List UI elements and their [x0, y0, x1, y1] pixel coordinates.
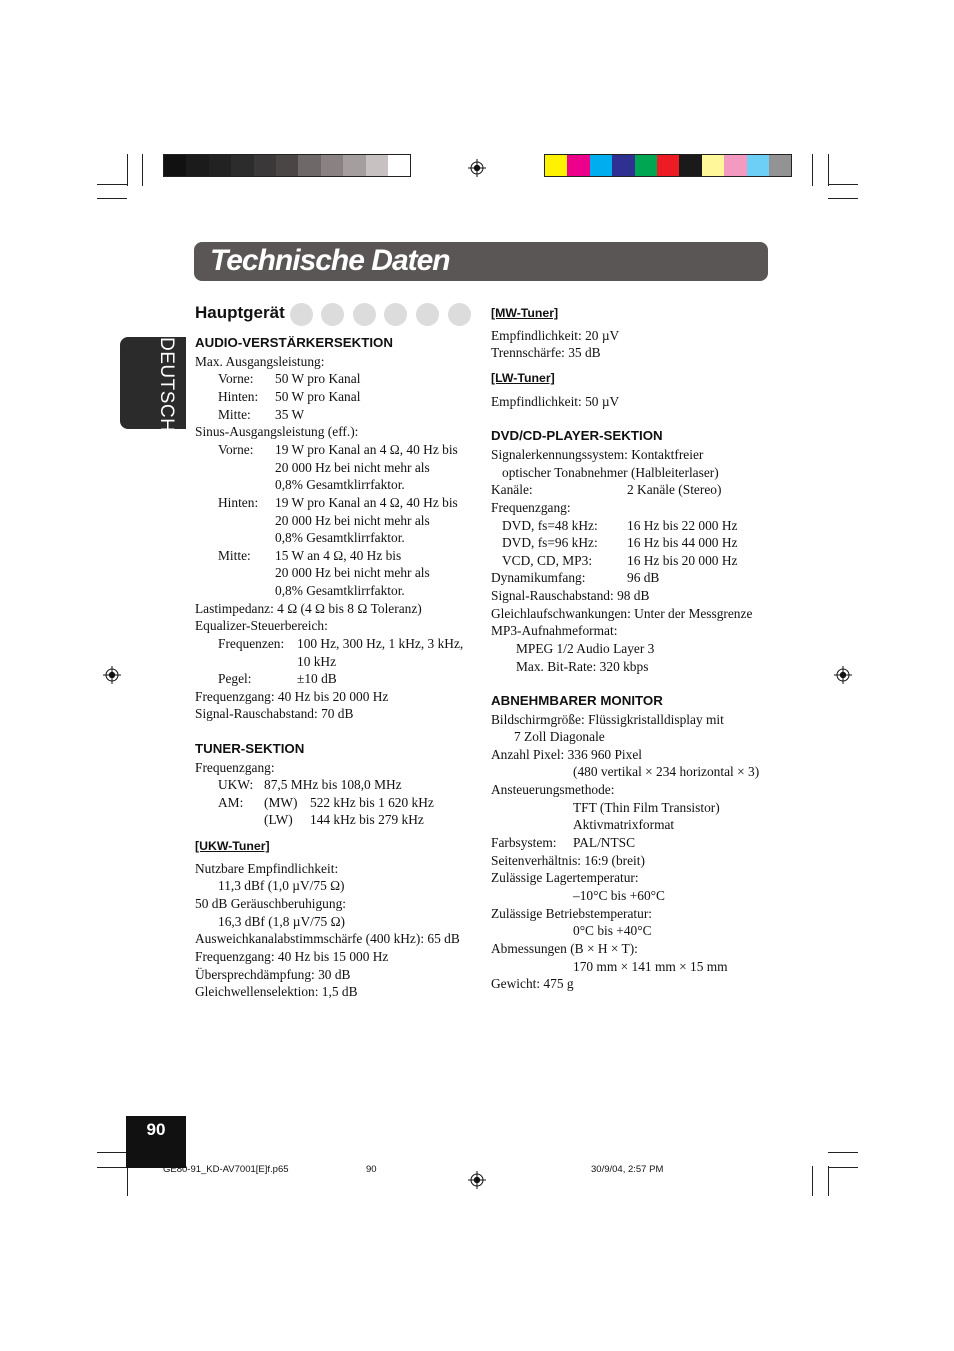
ukw-tuner-heading: [UKW-Tuner]: [195, 839, 270, 853]
registration-mark-icon: [468, 1171, 486, 1189]
spec-value: –10°C bis +60°C: [573, 888, 665, 903]
color-swatch: [388, 155, 410, 176]
spec-value: 0,8% Gesamtklirrfaktor.: [275, 530, 405, 545]
color-swatch: [209, 155, 231, 176]
spec-line: MP3-Aufnahmeformat:: [491, 623, 618, 638]
crop-mark: [97, 184, 127, 185]
spec-line: Zulässige Betriebstemperatur:: [491, 906, 653, 921]
decor-dot: [353, 303, 376, 326]
spec-value: 50 W pro Kanal: [275, 371, 361, 386]
footer-filename: GE80-91_KD-AV7001[E]f.p65: [163, 1164, 289, 1175]
spec-value: 100 Hz, 300 Hz, 1 kHz, 3 kHz,: [297, 636, 464, 651]
spec-line: 50 dB Geräuschberuhigung:: [195, 896, 346, 911]
footer-page: 90: [366, 1164, 377, 1175]
spec-label: AM:: [218, 795, 244, 810]
spec-value: 20 000 Hz bei nicht mehr als: [275, 460, 430, 475]
color-swatch: [679, 155, 701, 176]
color-swatch: [702, 155, 724, 176]
lw-tuner-heading: [LW-Tuner]: [491, 371, 555, 385]
spec-value: Max. Bit-Rate: 320 kbps: [516, 659, 649, 674]
spec-value: 50 W pro Kanal: [275, 389, 361, 404]
spec-line: Frequenzgang: 40 Hz bis 15 000 Hz: [195, 949, 389, 964]
spec-line: Signalerkennungssystem: Kontaktfreier: [491, 447, 704, 462]
spec-value: 0,8% Gesamtklirrfaktor.: [275, 583, 405, 598]
spec-line: Frequenzgang:: [195, 760, 275, 775]
spec-value: ±10 dB: [297, 671, 337, 686]
spec-line: Übersprechdämpfung: 30 dB: [195, 967, 351, 982]
spec-value: 522 kHz bis 1 620 kHz: [310, 795, 434, 810]
spec-label: UKW:: [218, 777, 254, 792]
spec-label: Hinten:: [218, 389, 259, 404]
crop-mark: [97, 198, 127, 199]
spec-value: 0°C bis +40°C: [573, 923, 652, 938]
spec-value: MPEG 1/2 Audio Layer 3: [516, 641, 655, 656]
crop-mark: [828, 1166, 829, 1196]
crop-mark: [127, 154, 128, 186]
crop-mark: [97, 1167, 127, 1168]
spec-value: (480 vertikal × 234 horizontal × 3): [573, 764, 760, 779]
spec-label: Vorne:: [218, 371, 254, 386]
language-tab: [120, 337, 186, 433]
spec-line: Trennschärfe: 35 dB: [491, 345, 601, 360]
color-swatch: [657, 155, 679, 176]
spec-value: Aktivmatrixformat: [573, 817, 675, 832]
decor-dot: [416, 303, 439, 326]
spec-line: Frequenzgang: 40 Hz bis 20 000 Hz: [195, 689, 389, 704]
spec-label: VCD, CD, MP3:: [502, 553, 593, 568]
decor-dot: [321, 303, 344, 326]
spec-value: 96 dB: [627, 570, 660, 585]
spec-line: Gleichlaufschwankungen: Unter der Messgrenze: [491, 606, 753, 621]
spec-value: 15 W an 4 Ω, 40 Hz bis: [275, 548, 402, 563]
spec-line: Frequenzgang:: [491, 500, 571, 515]
registration-mark-icon: [103, 666, 121, 684]
spec-label: DVD, fs=96 kHz:: [502, 535, 598, 550]
spec-label: Kanäle:: [491, 482, 533, 497]
spec-line: Gleichwellenselektion: 1,5 dB: [195, 984, 358, 999]
spec-line: Abmessungen (B × H × T):: [491, 941, 638, 956]
spec-value: 170 mm × 141 mm × 15 mm: [573, 959, 728, 974]
spec-label: Pegel:: [218, 671, 252, 686]
spec-label: DVD, fs=48 kHz:: [502, 518, 598, 533]
footer-date: 30/9/04, 2:57 PM: [591, 1164, 664, 1175]
spec-value: 144 kHz bis 279 kHz: [310, 812, 424, 827]
page-number-box: [126, 1116, 186, 1168]
spec-value: 16,3 dBf (1,8 µV/75 Ω): [218, 914, 346, 929]
spec-value: 20 000 Hz bei nicht mehr als: [275, 565, 430, 580]
crop-mark: [812, 154, 813, 186]
crop-mark: [97, 1152, 127, 1153]
mw-tuner-heading: [MW-Tuner]: [491, 306, 559, 320]
crop-mark: [828, 198, 858, 199]
color-swatch: [343, 155, 365, 176]
color-bar: [544, 154, 792, 177]
color-swatch: [747, 155, 769, 176]
spec-value: 35 W: [275, 407, 305, 422]
spec-line: Zulässige Lagertemperatur:: [491, 870, 639, 885]
spec-line: Empfindlichkeit: 50 µV: [491, 394, 620, 409]
spec-label: Frequenzen:: [218, 636, 285, 651]
tuner-section-heading: TUNER-SEKTION: [195, 741, 305, 756]
language-tab-label: DEUTSCH: [156, 337, 177, 433]
spec-line: Signal-Rauschabstand: 70 dB: [195, 706, 354, 721]
crop-mark: [828, 1152, 858, 1153]
spec-line: Seitenverhältnis: 16:9 (breit): [491, 853, 645, 868]
spec-line: Bildschirmgröße: Flüssigkristalldisplay mit: [491, 712, 724, 727]
crop-mark: [828, 154, 829, 186]
spec-line: Signal-Rauschabstand: 98 dB: [491, 588, 650, 603]
color-swatch: [724, 155, 746, 176]
spec-label: Hinten:: [218, 495, 259, 510]
spec-line: Gewicht: 475 g: [491, 976, 574, 991]
color-swatch: [231, 155, 253, 176]
color-swatch: [612, 155, 634, 176]
section-title: Hauptgerät: [195, 303, 285, 322]
spec-line: Anzahl Pixel: 336 960 Pixel: [491, 747, 643, 762]
spec-band: (LW): [264, 812, 293, 827]
color-swatch: [590, 155, 612, 176]
spec-label: Vorne:: [218, 442, 254, 457]
color-swatch: [635, 155, 657, 176]
color-swatch: [186, 155, 208, 176]
audio-section-heading: AUDIO-VERSTÄRKERSEKTION: [195, 335, 393, 350]
crop-mark: [812, 1166, 813, 1196]
spec-label: Mitte:: [218, 407, 251, 422]
spec-value: 0,8% Gesamtklirrfaktor.: [275, 477, 405, 492]
spec-line: Equalizer-Steuerbereich:: [195, 618, 328, 633]
crop-mark: [828, 184, 858, 185]
spec-value: 87,5 MHz bis 108,0 MHz: [264, 777, 402, 792]
registration-mark-icon: [468, 159, 486, 177]
spec-value: 19 W pro Kanal an 4 Ω, 40 Hz bis: [275, 495, 458, 510]
spec-value: 16 Hz bis 44 000 Hz: [627, 535, 738, 550]
spec-value: 11,3 dBf (1,0 µV/75 Ω): [218, 878, 345, 893]
spec-value: 19 W pro Kanal an 4 Ω, 40 Hz bis: [275, 442, 458, 457]
title-banner: [194, 242, 768, 281]
spec-value: 16 Hz bis 22 000 Hz: [627, 518, 738, 533]
crop-mark: [142, 154, 143, 186]
page-title: Technische Daten: [210, 244, 450, 277]
crop-mark: [127, 1166, 128, 1196]
color-swatch: [567, 155, 589, 176]
dvd-section-heading: DVD/CD-PLAYER-SEKTION: [491, 428, 663, 443]
crop-mark: [828, 1167, 858, 1168]
color-swatch: [366, 155, 388, 176]
spec-label: Dynamikumfang:: [491, 570, 586, 585]
decor-dot: [448, 303, 471, 326]
spec-line: Max. Ausgangsleistung:: [195, 354, 325, 369]
registration-mark-icon: [834, 666, 852, 684]
page-number: 90: [146, 1120, 166, 1139]
color-swatch: [254, 155, 276, 176]
color-swatch: [769, 155, 791, 176]
spec-line: Lastimpedanz: 4 Ω (4 Ω bis 8 Ω Toleranz): [195, 601, 422, 616]
spec-band: (MW): [264, 795, 298, 810]
spec-line: Ansteuerungsmethode:: [491, 782, 615, 797]
spec-value: TFT (Thin Film Transistor): [573, 800, 720, 815]
color-swatch: [321, 155, 343, 176]
spec-line: Sinus-Ausgangsleistung (eff.):: [195, 424, 359, 439]
spec-line: Empfindlichkeit: 20 µV: [491, 328, 620, 343]
spec-value: PAL/NTSC: [573, 835, 636, 850]
spec-label: Farbsystem:: [491, 835, 557, 850]
decor-dot: [384, 303, 407, 326]
color-swatch: [545, 155, 567, 176]
color-swatch: [298, 155, 320, 176]
spec-value: 16 Hz bis 20 000 Hz: [627, 553, 738, 568]
spec-value: 20 000 Hz bei nicht mehr als: [275, 513, 430, 528]
spec-line: Ausweichkanalabstimmschärfe (400 kHz): 65 dB: [195, 931, 460, 946]
monitor-section-heading: ABNEHMBARER MONITOR: [491, 693, 663, 708]
spec-label: Mitte:: [218, 548, 251, 563]
color-swatch: [164, 155, 186, 176]
grayscale-bar: [163, 154, 411, 177]
spec-value: 2 Kanäle (Stereo): [627, 482, 722, 497]
spec-value: 7 Zoll Diagonale: [514, 729, 605, 744]
spec-line: optischer Tonabnehmer (Halbleiterlaser): [502, 465, 719, 480]
decor-dot: [290, 303, 313, 326]
color-swatch: [276, 155, 298, 176]
spec-line: Nutzbare Empfindlichkeit:: [195, 861, 339, 876]
spec-value: 10 kHz: [297, 654, 337, 669]
